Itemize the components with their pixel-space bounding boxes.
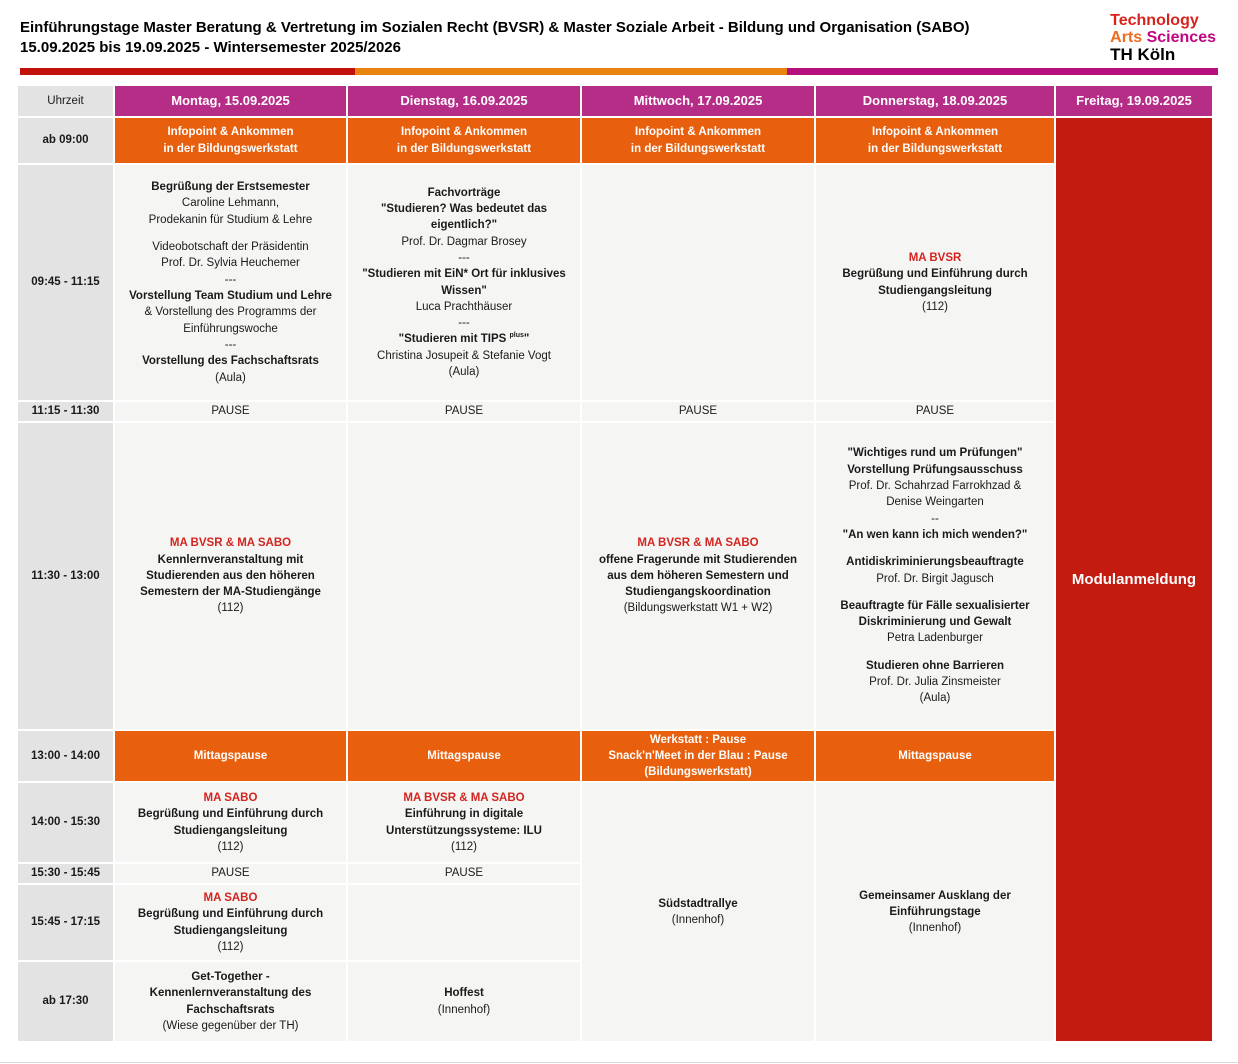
page-title <box>20 18 970 58</box>
werkstatt-pause-mittwoch: Werkstatt : Pause Snack'n'Meet in der Blau : Pause (Bildungswerkstatt) <box>582 731 814 781</box>
time-0945-1115: 09:45 - 11:15 <box>18 165 113 400</box>
event-dienstag-1730: Hoffest (Innenhof) <box>348 962 580 1041</box>
mittagspause-dienstag: Mittagspause <box>348 731 580 781</box>
time-1115-1130: 11:15 - 11:30 <box>18 402 113 421</box>
event-montag-1130: MA BVSR & MA SABO Kennlernveranstaltung mit Studierenden aus den höheren Semestern der MA-Studiengänge (112) <box>115 423 346 729</box>
infopoint-dienstag: Infopoint & Ankommen in der Bildungswerkstatt <box>348 118 580 163</box>
page-title-line2: 15.09.2025 bis 19.09.2025 - Wintersemester 2025/2026 <box>20 39 401 56</box>
brand-color-bar <box>20 68 1218 75</box>
bottom-divider <box>0 1062 1238 1063</box>
pause-mittwoch-1115: PAUSE <box>582 402 814 421</box>
day-header-dienstag: Dienstag, 16.09.2025 <box>348 86 580 116</box>
day-header-mittwoch: Mittwoch, 17.09.2025 <box>582 86 814 116</box>
infopoint-mittwoch: Infopoint & Ankommen in der Bildungswerkstatt <box>582 118 814 163</box>
th-koeln-logo <box>1110 12 1216 63</box>
empty-dienstag-1545 <box>348 885 580 960</box>
infopoint-donnerstag: Infopoint & Ankommen in der Bildungswerkstatt <box>816 118 1054 163</box>
time-1130-1300: 11:30 - 13:00 <box>18 423 113 729</box>
empty-dienstag-1130 <box>348 423 580 729</box>
logo-th-koeln: TH Köln <box>1110 45 1176 64</box>
event-donnerstag-ausklang: Gemeinsamer Ausklang der Einführungstage (Innenhof) <box>816 783 1054 1041</box>
empty-mittwoch-0945 <box>582 165 814 400</box>
pause-dienstag-1530: PAUSE <box>348 864 580 883</box>
infopoint-montag: Infopoint & Ankommen in der Bildungswerkstatt <box>115 118 346 163</box>
time-1545-1715: 15:45 - 17:15 <box>18 885 113 960</box>
event-montag-1730: Get-Together - Kennenlernveranstaltung des Fachschaftsrats (Wiese gegenüber der TH) <box>115 962 346 1041</box>
event-donnerstag-1130: "Wichtiges rund um Prüfungen" Vorstellung Prüfungsausschuss Prof. Dr. Schahrzad Farrokhzad & Denise Weingarten -- "An wen kann ich mich wenden?" Antidiskriminierungsbeauftragte Prof. Dr. Birgit Jagusch Beauftragte für Fälle sexualisierter Diskriminierung und Gewalt Petra Ladenburger Studieren ohne Barrieren Prof. Dr. Julia Zinsmeister (Aula) <box>816 423 1054 729</box>
pause-dienstag-1115: PAUSE <box>348 402 580 421</box>
time-ab-0900: ab 09:00 <box>18 118 113 163</box>
event-dienstag-0945: Fachvorträge "Studieren? Was bedeutet das eigentlich?" Prof. Dr. Dagmar Brosey --- "Studieren mit EiN* Ort für inklusives Wissen" Luca Prachthäuser --- "Studieren mit TIPS $^{plus}$" Christina Josupeit & Stefanie Vogt (Aula) <box>348 165 580 400</box>
pause-donnerstag-1115: PAUSE <box>816 402 1054 421</box>
event-montag-0945: Begrüßung der Erstsemester Caroline Lehmann, Prodekanin für Studium & Lehre Videobotschaft der Präsidentin Prof. Dr. Sylvia Heuchemer --- Vorstellung Team Studium und Lehre & Vorstellung des Programms der Einführungswoche --- Vorstellung des Fachschaftsrats (Aula) <box>115 165 346 400</box>
logo-arts: Arts <box>1110 29 1143 46</box>
time-ab-1730: ab 17:30 <box>18 962 113 1041</box>
day-header-freitag: Freitag, 19.09.2025 <box>1056 86 1212 116</box>
logo-sciences: Sciences <box>1146 29 1216 46</box>
page-title-line1: Einführungstage Master Beratung & Vertretung im Sozialen Recht (BVSR) & Master Soziale Arbeit - Bildung und Organisation (SABO) <box>20 19 970 36</box>
corner-uhrzeit: Uhrzeit <box>18 86 113 116</box>
schedule-grid <box>18 86 1212 1041</box>
time-1530-1545: 15:30 - 15:45 <box>18 864 113 883</box>
freitag-modulanmeldung: Modulanmeldung <box>1056 118 1212 1041</box>
brand-bar-red-segment <box>20 68 355 75</box>
day-header-donnerstag: Donnerstag, 18.09.2025 <box>816 86 1054 116</box>
event-montag-1545: MA SABO Begrüßung und Einführung durch Studiengangsleitung (112) <box>115 885 346 960</box>
pause-montag-1530: PAUSE <box>115 864 346 883</box>
event-mittwoch-suedstadtrallye: Südstadtrallye (Innenhof) <box>582 783 814 1041</box>
logo-arts-sciences <box>1110 29 1216 46</box>
logo-technology: Technology <box>1110 12 1199 29</box>
event-montag-1400: MA SABO Begrüßung und Einführung durch Studiengangsleitung (112) <box>115 783 346 862</box>
event-donnerstag-0945: MA BVSR Begrüßung und Einführung durch Studiengangsleitung (112) <box>816 165 1054 400</box>
day-header-montag: Montag, 15.09.2025 <box>115 86 346 116</box>
mittagspause-donnerstag: Mittagspause <box>816 731 1054 781</box>
time-1400-1530: 14:00 - 15:30 <box>18 783 113 862</box>
brand-bar-magenta-segment <box>787 68 1218 75</box>
brand-bar-orange-segment <box>355 68 786 75</box>
event-mittwoch-1130: MA BVSR & MA SABO offene Fragerunde mit Studierenden aus dem höheren Semestern und Studiengangskoordination (Bildungswerkstatt W1 + W2) <box>582 423 814 729</box>
page-header <box>0 0 1238 86</box>
mittagspause-montag: Mittagspause <box>115 731 346 781</box>
pause-montag-1115: PAUSE <box>115 402 346 421</box>
event-dienstag-1400: MA BVSR & MA SABO Einführung in digitale Unterstützungssysteme: ILU (112) <box>348 783 580 862</box>
time-1300-1400: 13:00 - 14:00 <box>18 731 113 781</box>
